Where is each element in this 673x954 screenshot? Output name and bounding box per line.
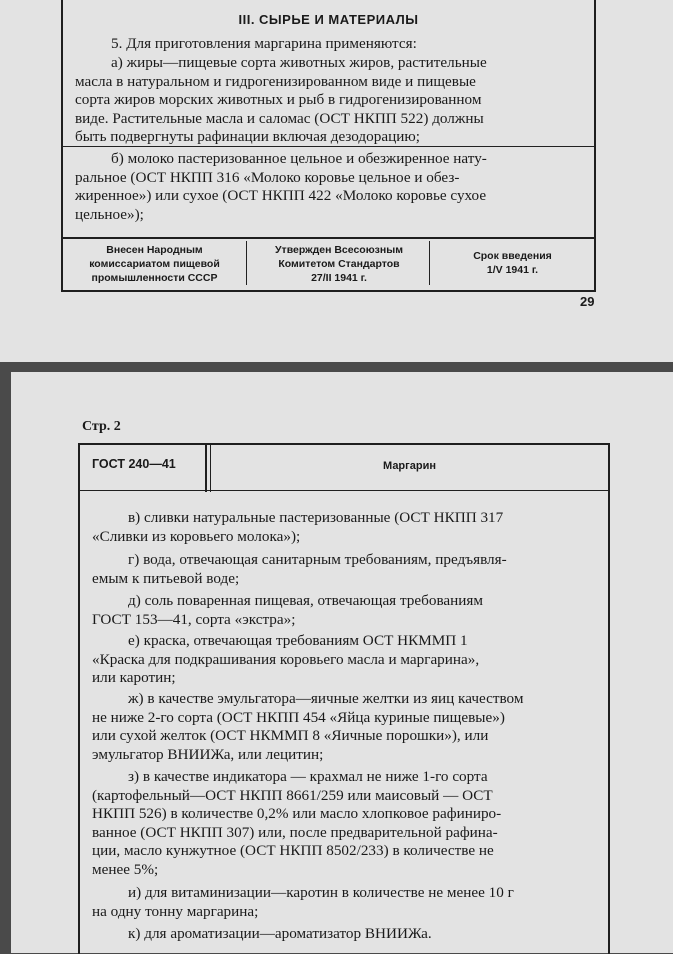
document-frame	[78, 490, 610, 954]
item-g	[92, 551, 604, 588]
item-e	[92, 632, 604, 688]
text-line: жиренное») или сухое (ОСТ НКПП 422 «Молоко коровье сухое	[75, 187, 487, 205]
text-line: «Сливки из коровьего молока»);	[92, 527, 301, 545]
text-line: ванное (ОСТ НКПП 307) или, после предварительной рафина-	[92, 823, 498, 841]
text-line: емым к питьевой воде;	[92, 569, 240, 587]
page-number: 29	[580, 294, 595, 309]
text-line: а) жиры—пищевые сорта животных жиров, растительные	[111, 54, 487, 71]
approval-table	[63, 237, 594, 289]
text-line: на одну тонну маргарина;	[92, 902, 259, 920]
item-i	[92, 884, 604, 921]
cell-line: Утвержден Всесоюзным	[275, 244, 403, 256]
item-zh	[92, 690, 604, 764]
text-line: виде. Растительные масла и саломас (ОСТ НКПП 522) должны	[75, 109, 484, 127]
text-line: эмульгатор ВНИИЖа, или лецитин;	[92, 745, 324, 763]
column-divider	[246, 241, 247, 285]
divider	[63, 146, 594, 147]
introduced-by-cell	[67, 243, 242, 285]
text-line: к) для ароматизации—ароматизатор ВНИИЖа.	[128, 925, 432, 942]
cell-line: промышленности СССР	[91, 272, 218, 284]
text-line: (картофельный—ОСТ НКПП 8661/259 или маисовый — ОСТ	[92, 786, 493, 804]
item-d	[92, 592, 604, 629]
cell-line: Срок введения	[473, 250, 552, 262]
text-line: не ниже 2-го сорта (ОСТ НКПП 454 «Яйца куриные пищевые»)	[92, 708, 505, 726]
text-line: г) вода, отвечающая санитарным требованиям, предъявля-	[128, 551, 507, 568]
cell-line: комиссариатом пищевой	[89, 258, 220, 270]
text-line: в) сливки натуральные пастеризованные (ОСТ НКПП 317	[128, 509, 504, 526]
approved-by-cell	[251, 243, 427, 285]
section-title: III. СЫРЬЕ И МАТЕРИАЛЫ	[238, 12, 419, 27]
text-line: ции, масло кунжутное (ОСТ НКПП 8502/233) в количестве не	[92, 842, 494, 860]
text-line: 5. Для приготовления маргарина применяются:	[111, 35, 417, 52]
text-line: масла в натуральном и гидрогенизированном виде и пищевые	[75, 72, 476, 90]
text-line: ральное (ОСТ НКПП 316 «Молоко коровье цельное и обез-	[75, 168, 460, 186]
document-frame	[61, 0, 596, 292]
cell-line: Внесен Народным	[106, 244, 203, 256]
text-line: и) для витаминизации—каротин в количестве не менее 10 г	[128, 884, 514, 901]
text-line: «Краска для подкрашивания коровьего масла и маргарина»,	[92, 650, 480, 668]
text-line: ГОСТ 153—41, сорта «экстра»;	[92, 610, 296, 628]
page-bottom	[11, 372, 673, 953]
item-k	[92, 925, 604, 944]
item-a	[75, 54, 591, 147]
paragraph-5	[111, 35, 586, 54]
item-v	[92, 509, 604, 546]
page-top	[0, 0, 673, 362]
standard-title: Маргарин	[383, 460, 436, 472]
text-line: ж) в качестве эмульгатора—яичные желтки из яиц качеством	[128, 690, 524, 707]
cell-line: Комитетом Стандартов	[278, 258, 400, 270]
text-line: быть подвергнуты рафинации включая дезодорацию;	[75, 128, 420, 146]
text-line: д) соль поваренная пищевая, отвечающая требованиям	[128, 592, 484, 609]
item-b	[75, 150, 591, 224]
cell-line: 1/V 1941 г.	[486, 264, 539, 276]
text-line: или сухой желток (ОСТ НКММП 8 «Яичные порошки»), или	[92, 727, 489, 745]
gost-number: ГОСТ 240—41	[92, 457, 176, 471]
column-divider	[429, 241, 430, 285]
text-line: цельное»);	[75, 205, 144, 223]
text-line: сорта жиров морских животных и рыб в гидрогенизированном	[75, 91, 482, 109]
cell-line: 27/II 1941 г.	[311, 272, 367, 284]
text-line: или каротин;	[92, 669, 176, 687]
text-line: менее 5%;	[92, 860, 159, 878]
text-line: е) краска, отвечающая требованиям ОСТ НКММП 1	[128, 632, 468, 649]
standard-header	[78, 443, 610, 492]
text-line: НКПП 526) в количестве 0,2% или масло хлопковое рафиниро-	[92, 805, 502, 823]
header-divider	[205, 445, 207, 492]
text-line: з) в качестве индикатора — крахмал не ниже 1-го сорта	[128, 768, 488, 785]
page-label: Стр. 2	[82, 419, 121, 434]
effective-date-cell	[435, 249, 590, 277]
item-z	[92, 768, 604, 880]
text-line: б) молоко пастеризованное цельное и обезжиренное нату-	[111, 150, 487, 167]
